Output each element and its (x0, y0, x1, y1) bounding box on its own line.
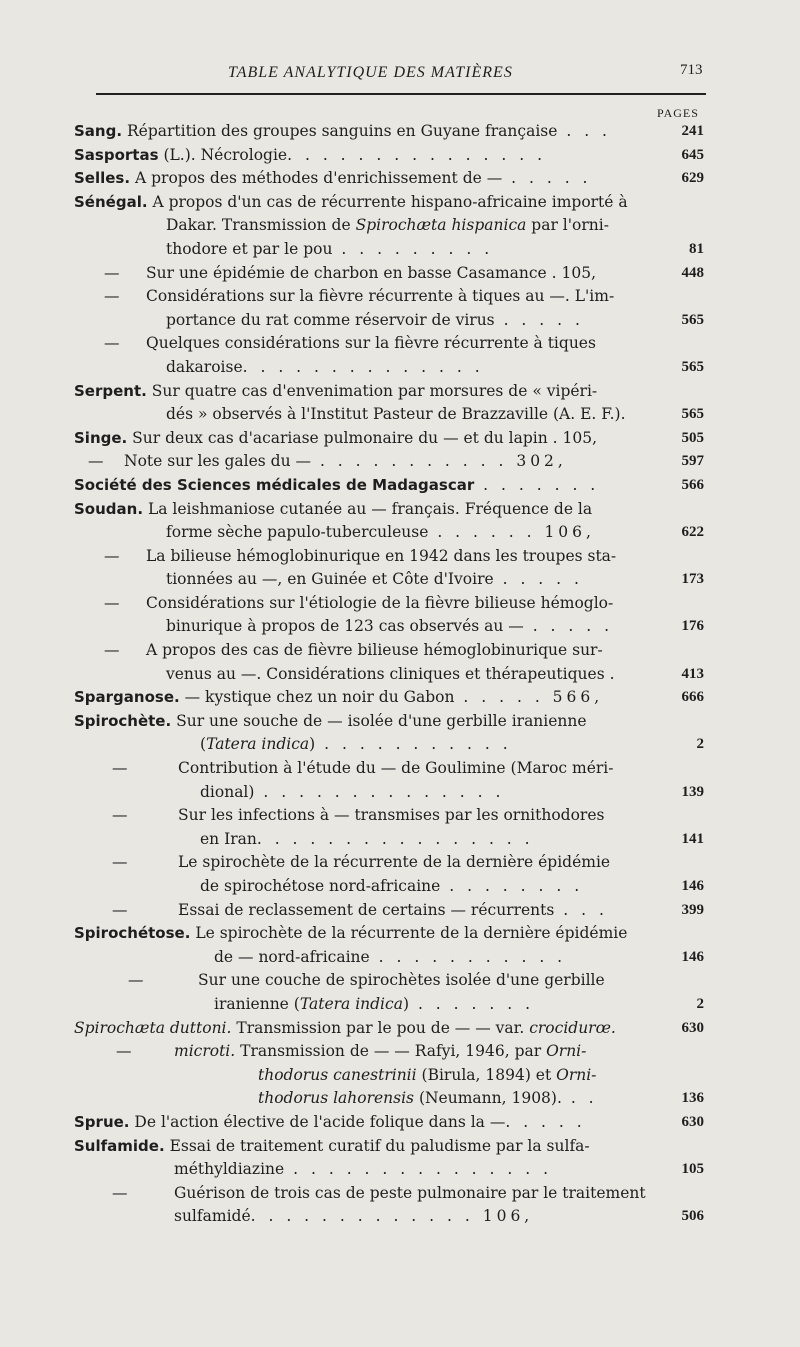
entry-text: — kystique chez un noir du Gabon (179, 688, 455, 707)
leader-dots: . . . . . . . . . . . (315, 735, 512, 754)
entry-term: Singe. (74, 428, 128, 447)
entry-term: Soudan. (74, 499, 144, 518)
page-ref: 413 (681, 665, 704, 682)
entry-text: (L.). Nécrologie (158, 145, 288, 164)
subentry-text: Essai de reclassement de certains — récurrents (178, 900, 555, 919)
species-name: thodorus canestrinii (258, 1065, 417, 1084)
subentry-text: Contribution à l'étude du — de Goulimine (Maroc méri- (178, 759, 614, 778)
entry-term: Spirochétose. (74, 924, 191, 943)
subentry-text: Le spirochète de la récurrente de la dernière épidémie (178, 853, 611, 872)
entry-soudan (0, 498, 800, 687)
page-ref: 399 (681, 901, 704, 918)
entry-term: Spirochète. (74, 711, 172, 730)
subentry-dash: — (112, 806, 128, 825)
page-ref: 565 (681, 406, 704, 423)
entry-text: Répartition des groupes sanguins en Guyane française (122, 122, 558, 140)
subentry-text: Considérations sur l'étiologie de la fièvre bilieuse hémoglo- (146, 593, 614, 612)
species-name: Spirochæta hispanica (355, 216, 527, 235)
subentry-dash: — (104, 287, 120, 306)
entry-text: de — nord-africaine (214, 947, 370, 966)
entry-sparganose (0, 686, 800, 710)
subentry-text: Guérison de trois cas de peste pulmonaire par le traitement (174, 1183, 646, 1202)
entry-text: méthyldiazine (174, 1160, 285, 1179)
entry-sulfamide (0, 1135, 800, 1229)
page-ref: 146 (681, 878, 704, 894)
species-name: thodorus lahorensis (258, 1089, 415, 1108)
entry-term: Sulfamide. (74, 1136, 165, 1155)
species-name: Tatera indica (299, 994, 403, 1013)
leader-dots: . . (561, 1089, 598, 1108)
entry-text: thodore et par le pou (166, 239, 333, 258)
entry-sang (0, 120, 800, 144)
subentry-text: iranienne ( (214, 994, 300, 1013)
subentry-text: (Birula, 1894) et (416, 1065, 557, 1084)
leader-dots: . . . . . (505, 1112, 586, 1131)
leader-dots: . . . . . (502, 169, 592, 188)
entry-text: Le spirochète de la récurrente de la dernière épidémie (190, 924, 628, 943)
entry-serpent (0, 380, 800, 427)
subentry-text: Sur une épidémie de charbon en basse Casamance . 105, (146, 263, 597, 282)
leader-dots: . . . . . . . . . (332, 239, 494, 258)
page-ref: 597 (681, 453, 704, 470)
leader-dots: . . . . . (523, 617, 614, 636)
subentry-text: binurique à propos de 123 cas observés au — (166, 617, 524, 636)
page-ref: 630 (681, 1019, 704, 1036)
subentry-text: A propos des cas de fièvre bilieuse hémoglobinurique sur- (146, 641, 603, 660)
page-ref: 146 (681, 948, 704, 965)
subentry-dash: — (116, 1042, 132, 1061)
species-name: Tatera indica (206, 735, 310, 754)
page-ref: 173 (681, 571, 704, 588)
page-ref: 2 (696, 995, 704, 1012)
entry-term: Selles. (74, 169, 131, 188)
entry-text: forme sèche papulo-tuberculeuse (166, 523, 429, 542)
page-ref: 666 (681, 689, 704, 706)
subentry-dash: — (128, 971, 144, 990)
species-name: crocidurœ. (529, 1018, 616, 1037)
page-ref: 566 (681, 476, 704, 493)
entry-spirochetose (0, 922, 800, 1016)
subentry-text: ) (402, 994, 410, 1013)
subentry-text: de spirochétose nord-africaine (200, 877, 441, 895)
leader-dots: . . . . . (494, 310, 584, 329)
page-ref: 565 (681, 311, 704, 328)
subentry-dash: — (112, 1183, 128, 1202)
subentry-dash: — (88, 452, 104, 471)
entry-text: Dakar. Transmission de (166, 216, 356, 235)
entry-text: Transmission par le pou de — — var. (231, 1018, 530, 1037)
leader-dots: . . . . . . . . . . . 302, (311, 452, 567, 471)
leader-dots: . . . . . . . . . . . . . . (242, 357, 484, 376)
entry-spirochete: Spirochète. Sur une souche de — isolée d'une gerbille iranienne (Tatera indica) . . . . . . . . . . . 2 — Contribution à l'étude du — de Goulimine (Maroc méri- dional) . . . . . . . . . . . . . . 139 — Sur les infections à — transmises par les ornithodores en Iran. . . . . . . . . . . . . . . . 141 — Le spirochète de la récurrente de la dernière épidémie de spirochétose nord-africaine . . . . . . . . 146 — Essai de reclassement de certains — récurrents . . . 399 (0, 710, 800, 922)
entry-singe (0, 427, 800, 474)
page-ref: 141 (681, 830, 704, 847)
entry-text: A propos d'un cas de récurrente hispano-africaine importé à (147, 192, 628, 211)
entry-sprue (0, 1111, 800, 1135)
running-header-title: TABLE ANALYTIQUE DES MATIÈRES (228, 64, 513, 81)
entry-text: La leishmaniose cutanée au — français. Fréquence de la (143, 499, 593, 518)
page-ref: 565 (681, 358, 704, 375)
subentry-text: venus au —. Considérations cliniques et thérapeutiques . (166, 664, 615, 683)
subentry-text: tionnées au —, en Guinée et Côte d'Ivoire (166, 570, 494, 589)
subentry-text: Quelques considérations sur la fièvre récurrente à tiques (146, 334, 596, 353)
leader-dots: . . . (554, 900, 608, 919)
entry-text: par l'orni- (526, 216, 609, 235)
page-ref: 629 (681, 170, 704, 187)
entry-societe (0, 474, 800, 498)
subentry-dash: — (112, 853, 128, 872)
page-ref: 630 (681, 1113, 704, 1130)
entry-text: De l'action élective de l'acide folique dans la — (129, 1112, 506, 1131)
leader-dots: . . . . . . . . . . . . . . . (284, 1160, 553, 1179)
subentry-text: en Iran (200, 829, 257, 848)
entry-term: Sparganose. (74, 688, 180, 707)
subentry-dash: — (104, 593, 120, 612)
species-name: Orni- (546, 1042, 587, 1061)
subentry-text: La bilieuse hémoglobinurique en 1942 dans les troupes sta- (146, 546, 617, 565)
entry-text: Essai de traitement curatif du paludisme par la sulfa- (164, 1136, 590, 1155)
subentry-text: Note sur les gales du — (124, 452, 312, 471)
page-number: 713 (680, 62, 703, 78)
subentry-text: sulfamidé (174, 1207, 251, 1226)
leader-dots: . . . . . . . . . . . . . . . (287, 145, 547, 164)
species-name: microti. (174, 1042, 236, 1061)
subentry-text: Transmission de — — Rafyi, 1946, par (235, 1042, 547, 1061)
entry-term: Spirochæta duttoni. (74, 1018, 232, 1037)
subentry-text: Sur une couche de spirochètes isolée d'une gerbille (198, 971, 605, 990)
leader-dots: . . . (557, 122, 611, 140)
leader-dots: . . . . . . . . . . . . . . (254, 782, 505, 801)
page-ref: 105 (681, 1161, 704, 1178)
page-ref: 176 (681, 618, 704, 635)
subentry-dash: — (104, 334, 120, 353)
subentry-text: dional) (200, 782, 255, 801)
leader-dots: . . . . . . . . . . . . . . . . (256, 829, 534, 848)
page-ref: 2 (696, 736, 704, 753)
leader-dots: . . . . . . 106, (428, 523, 595, 542)
entry-text: A propos des méthodes d'enrichissement de — (130, 169, 503, 188)
leader-dots: . . . . . . . . . . . . . 106, (250, 1207, 534, 1226)
entry-term: Sasportas (74, 145, 159, 164)
page-ref: 139 (681, 783, 704, 800)
page-ref: 81 (689, 240, 704, 257)
entry-term: Sang. (74, 122, 123, 140)
entry-term: Serpent. (74, 381, 147, 400)
subentry-dash: — (104, 263, 120, 282)
entry-sasportas (0, 144, 800, 168)
pages-column-label: PAGES (657, 106, 699, 120)
entry-term: Sprue. (74, 1112, 130, 1131)
subentry-dash: — (112, 759, 128, 778)
entry-selles (0, 167, 800, 191)
page-ref: 506 (681, 1208, 704, 1225)
entry-spirochaeta-duttoni (0, 1017, 800, 1111)
entry-senegal (0, 191, 800, 380)
index-entries (0, 120, 800, 1229)
entry-text: dés » observés à l'Institut Pasteur de Brazzaville (A. E. F.). (166, 405, 626, 424)
leader-dots: . . . . . . . (409, 994, 534, 1013)
subentry-text: dakaroise (166, 357, 243, 376)
page-ref: 136 (681, 1090, 704, 1107)
header-rule (96, 93, 706, 95)
leader-dots: . . . . . . . . . . . (369, 947, 567, 966)
leader-dots: . . . . . 566, (454, 688, 604, 707)
subentry-dash: — (112, 900, 128, 919)
subentry-text: Sur les infections à — transmises par les ornithodores (178, 806, 605, 825)
page-ref: 622 (681, 524, 704, 541)
entry-text: Sur quatre cas d'envenimation par morsures de « vipéri- (146, 381, 598, 400)
subentry-text: Considérations sur la fièvre récurrente à tiques au —. L'im- (146, 287, 615, 306)
leader-dots: . . . . . (493, 570, 583, 589)
subentry-text: (Neumann, 1908). (414, 1089, 562, 1108)
subentry-dash: — (104, 546, 120, 565)
page-ref: 505 (681, 429, 704, 446)
leader-dots: . . . . . . . . (440, 877, 584, 895)
page-ref: 645 (681, 146, 704, 163)
subentry-text: portance du rat comme réservoir de virus (166, 310, 495, 329)
page-ref: 241 (681, 123, 704, 139)
page-ref: 448 (681, 264, 704, 281)
leader-dots: . . . . . . . (474, 475, 600, 494)
entry-term: Société des Sciences médicales de Madagascar (74, 475, 475, 494)
entry-text: Sur une souche de — isolée d'une gerbille iranienne (171, 711, 587, 730)
subentry-dash: — (104, 641, 120, 660)
species-name: Orni- (556, 1065, 597, 1084)
entry-text: Sur deux cas d'acariase pulmonaire du — et du lapin . 105, (127, 428, 598, 447)
entry-term: Sénégal. (74, 192, 148, 211)
